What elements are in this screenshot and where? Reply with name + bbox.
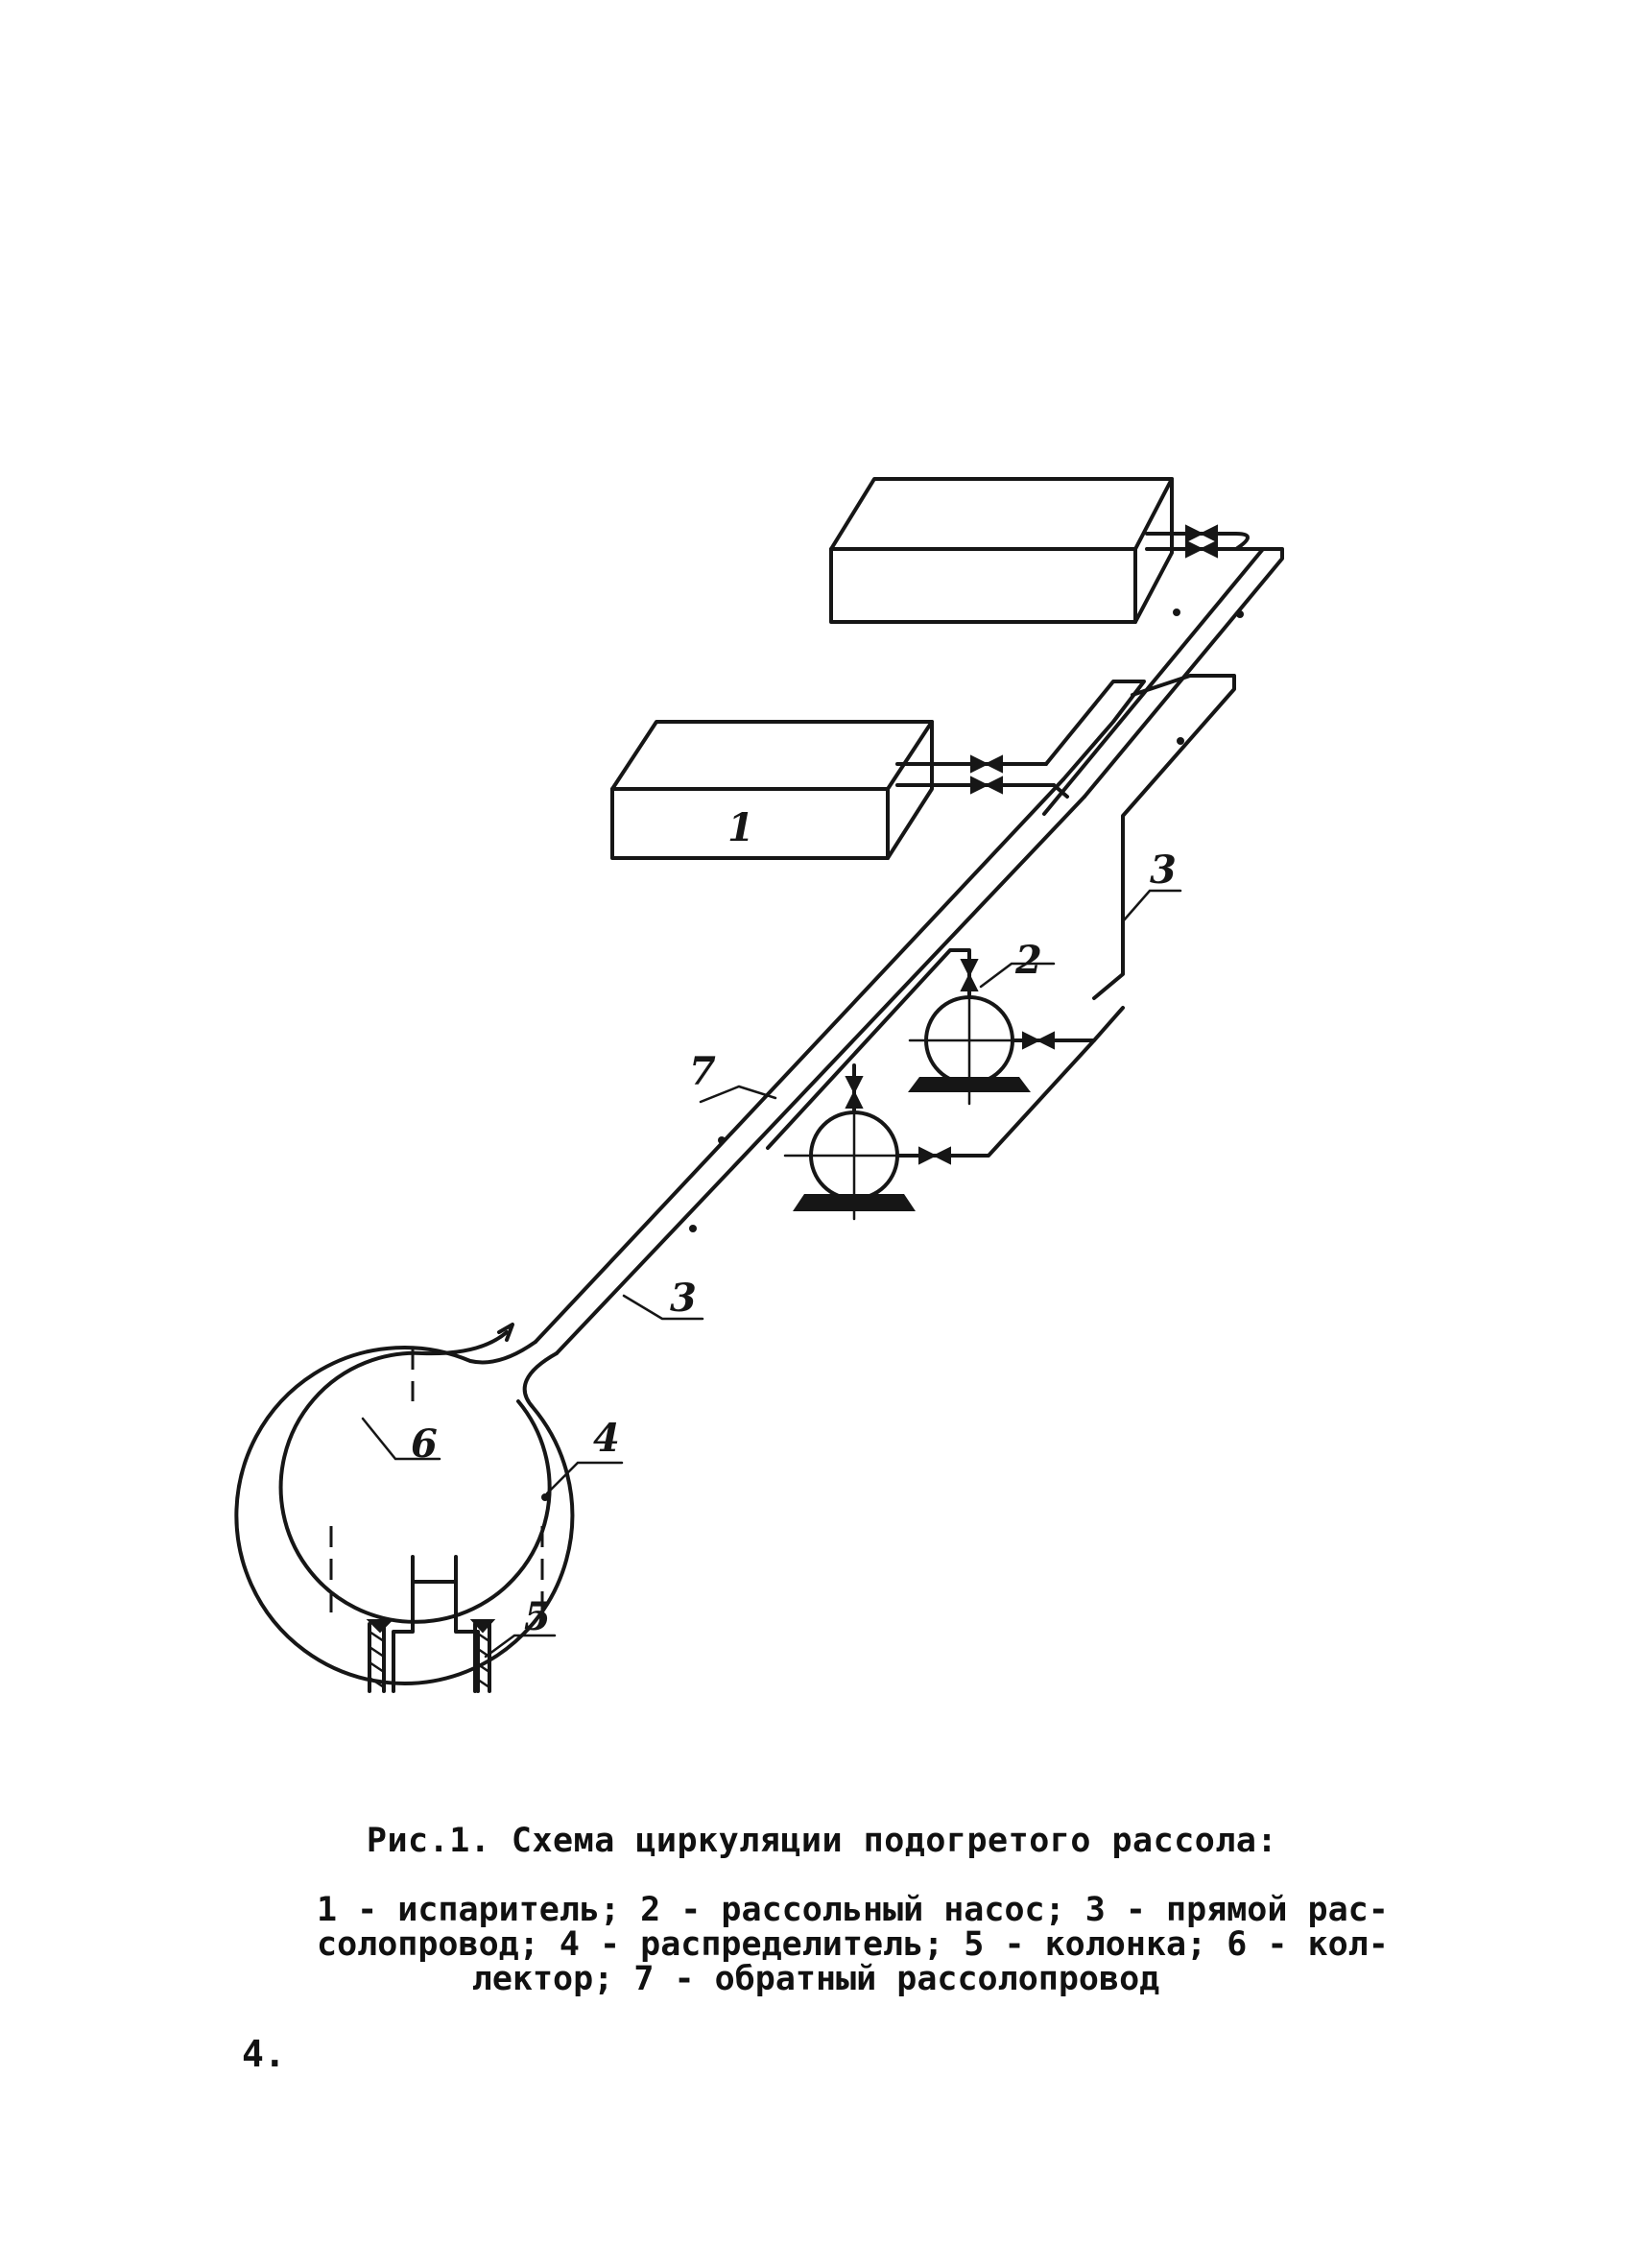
figure-legend — [317, 1891, 1389, 1998]
leader-distributor — [547, 1463, 622, 1493]
label-collector: 6 — [411, 1421, 438, 1467]
page-number: 4. — [242, 2033, 286, 2075]
legend-line: лектор; 7 - обратный рассолопровод — [471, 1960, 1160, 1998]
legend-line: солопровод; 4 - распределитель; 5 - колонка; 6 - кол- — [317, 1925, 1389, 1964]
columns — [369, 1582, 493, 1691]
evaporator-box-lower — [612, 722, 932, 858]
return-pipe-7 — [536, 779, 1063, 1342]
label-supply-upper: 3 — [1150, 848, 1177, 893]
label-supply-lower: 3 — [670, 1276, 697, 1321]
label-return: 7 — [689, 1049, 716, 1094]
label-evaporator: 1 — [727, 805, 754, 850]
label-column: 5 — [524, 1594, 551, 1639]
label-distributor: 4 — [593, 1416, 620, 1461]
ring-distributor — [236, 1325, 572, 1683]
figure-caption-title: Рис.1. Схема циркуляции подогретого рассола: — [366, 1822, 1278, 1860]
evaporator-box-upper — [831, 479, 1172, 622]
pump-lower — [785, 1040, 1094, 1219]
label-pump: 2 — [1015, 938, 1042, 983]
pump-upper — [768, 950, 1123, 1148]
legend-line: 1 - испаритель; 2 - рассольный насос; 3 - прямой рас- — [317, 1891, 1389, 1929]
leader-supply-upper — [1123, 891, 1180, 921]
